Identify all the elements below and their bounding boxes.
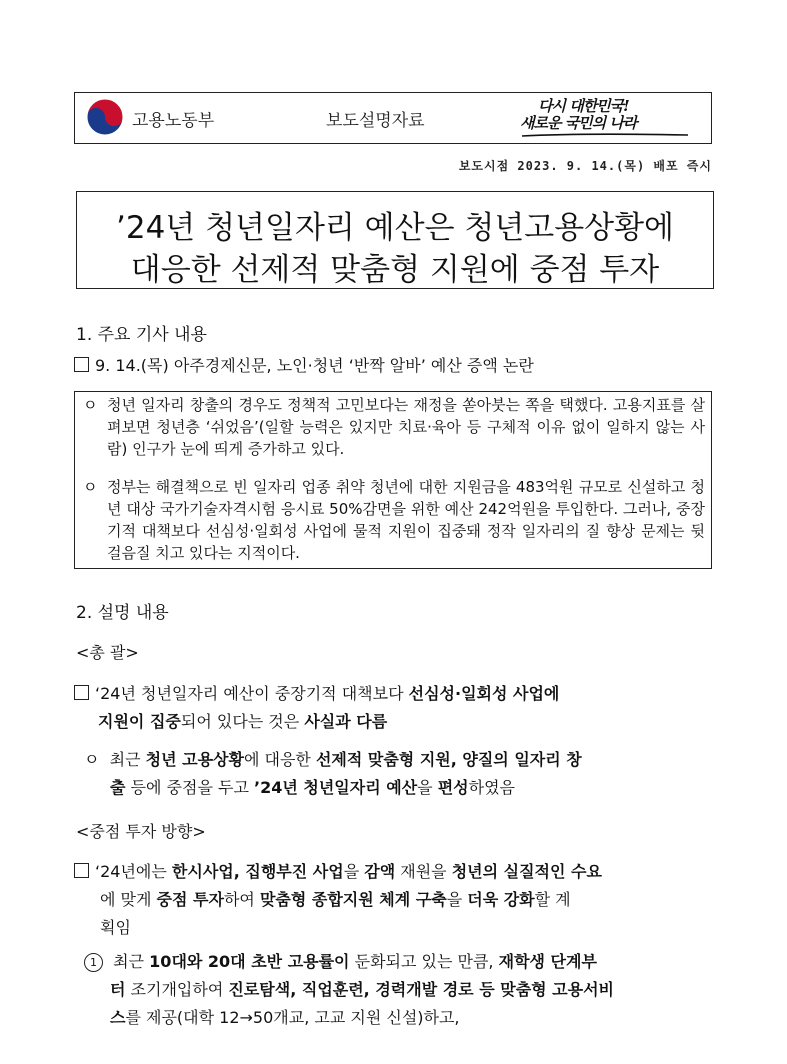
investment-item-1 bbox=[84, 948, 718, 1032]
text-run: 재원을 bbox=[395, 862, 452, 881]
text-run-bold: 스 bbox=[110, 1008, 126, 1027]
text-run: 등에 중점을 두고 bbox=[125, 778, 255, 797]
overview-detail bbox=[84, 746, 718, 802]
slogan-line1: 다시 대한민국! bbox=[538, 97, 629, 115]
text-run-bold: 출 bbox=[110, 778, 126, 797]
text-run: 에 대응한 bbox=[243, 750, 316, 769]
article-bullet-2 bbox=[83, 476, 705, 564]
text-run: 하였음 bbox=[468, 778, 515, 797]
circle-bullet-icon: ㅇ bbox=[84, 750, 100, 769]
circle-bullet-icon: ㅇ bbox=[83, 396, 98, 414]
text-run: 을 bbox=[417, 778, 438, 797]
text-run: 되어 있다는 것은 bbox=[180, 712, 305, 731]
text-run: 을 bbox=[446, 890, 468, 909]
document-type: 보도설명자료 bbox=[326, 111, 425, 131]
text-run: 하여 bbox=[223, 890, 260, 909]
text-run-bold: 더욱 강화 bbox=[467, 890, 535, 909]
article-bullet-1-text: 청년 일자리 창출의 경우도 정책적 고민보다는 재정을 쏟아붓는 쪽을 택했다. 고용지표를 살펴보면 청년층 ‘쉬었음’(일할 능력은 있지만 치료·육아 등 구체적 이유 없이 일하지 않는 사람) 인구가 눈에 띄게 증가하고 있다. bbox=[107, 396, 705, 458]
title-line1: ’24년 청년일자리 예산은 청년고용상황에 bbox=[116, 210, 674, 246]
release-info: 보도시점 2023. 9. 14.(목) 배포 즉시 bbox=[458, 159, 712, 173]
text-run-bold: 중점 투자 bbox=[156, 890, 224, 909]
text-run: 둔화되고 있는 만큼, bbox=[349, 952, 499, 971]
text-run-bold: 선심성·일회성 사업에 bbox=[408, 684, 560, 703]
article-bullet-2-text: 정부는 해결책으로 빈 일자리 업종 취약 청년에 대한 지원금을 483억원 규모로 신설하고 청년 대상 국가기술자격시험 응시료 50%감면을 위한 예산 242억원을 투입한다. 그러나, 중장기적 대책보다 선심성·일회성 사업에 물적 지원이 집중돼 정작 일자리의 질 향상 문제는 뒷걸음질 치고 있다는 지적이다. bbox=[107, 478, 705, 562]
slogan-underline-icon bbox=[520, 132, 690, 138]
square-bullet-icon bbox=[74, 357, 89, 372]
text-run: ‘24년 청년일자리 예산이 중장기적 대책보다 bbox=[95, 684, 409, 703]
square-bullet-icon bbox=[74, 863, 89, 878]
text-run-bold: 청년의 실질적인 수요 bbox=[451, 862, 602, 881]
overview-paragraph bbox=[74, 680, 714, 736]
article-quote-box bbox=[74, 391, 712, 569]
circle-bullet-icon: ㅇ bbox=[83, 478, 98, 496]
text-run-bold: ’24년 청년일자리 예산 bbox=[254, 778, 418, 797]
subheading-investment: <중점 투자 방향> bbox=[76, 822, 206, 841]
title-box bbox=[76, 191, 714, 289]
text-run: 최근 bbox=[113, 952, 150, 971]
text-run-bold: 맞춤형 종합지원 체계 구축 bbox=[259, 890, 447, 909]
text-run: 를 제공(대학 12→50개교, 고교 지원 신설)하고, bbox=[125, 1008, 460, 1027]
text-run-bold: 사실과 다름 bbox=[304, 712, 388, 731]
text-run-bold: 10대와 20대 초반 고용률이 bbox=[149, 952, 350, 971]
text-run: ‘24년에는 bbox=[95, 862, 172, 881]
text-run: 에 맞게 bbox=[100, 890, 157, 909]
taegeuk-logo-icon bbox=[84, 97, 126, 137]
ministry-name: 고용노동부 bbox=[132, 111, 215, 131]
slogan bbox=[520, 98, 706, 138]
text-run-bold: 한시사업, 집행부진 사업 bbox=[171, 862, 344, 881]
text-run: 조기개입하여 bbox=[125, 980, 229, 999]
text-run: 을 bbox=[343, 862, 365, 881]
text-run-bold: 지원이 집중 bbox=[98, 712, 181, 731]
section2-heading: 2. 설명 내용 bbox=[76, 603, 169, 623]
article-reference bbox=[74, 354, 534, 378]
text-run-bold: 편성 bbox=[437, 778, 469, 797]
square-bullet-icon bbox=[74, 685, 89, 700]
text-run-bold: 청년 고용상황 bbox=[145, 750, 244, 769]
subheading-overview: <총 괄> bbox=[76, 643, 139, 662]
article-bullet-1 bbox=[83, 394, 705, 460]
text-run-bold: 진로탐색, 직업훈련, 경력개발 경로 등 맞춤형 고용서비 bbox=[228, 980, 615, 999]
text-run-bold: 선제적 맞춤형 지원, 양질의 일자리 창 bbox=[315, 750, 582, 769]
text-run: 할 계 bbox=[534, 890, 571, 909]
investment-paragraph bbox=[74, 858, 718, 942]
text-run-bold: 터 bbox=[110, 980, 126, 999]
circled-number-icon: 1 bbox=[84, 953, 103, 972]
title-line2: 대응한 선제적 맞춤형 지원에 중점 투자 bbox=[130, 252, 660, 288]
slogan-line2: 새로운 국민의 나라 bbox=[520, 114, 637, 132]
article-reference-text: 9. 14.(목) 아주경제신문, 노인·청년 ‘반짝 알바’ 예산 증액 논란 bbox=[95, 356, 534, 375]
text-run-bold: 재학생 단계부 bbox=[498, 952, 597, 971]
text-run: 최근 bbox=[109, 750, 146, 769]
text-run: 획임 bbox=[100, 918, 131, 937]
section1-heading: 1. 주요 기사 내용 bbox=[76, 325, 207, 345]
text-run-bold: 감액 bbox=[364, 862, 396, 881]
